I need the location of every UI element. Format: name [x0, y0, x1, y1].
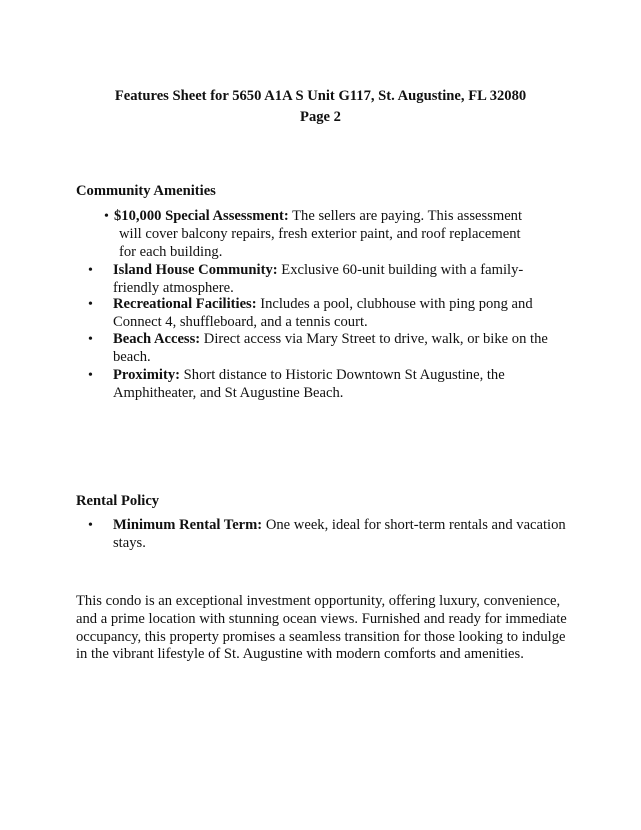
- closing-paragraph: This condo is an exceptional investment opportunity, offering luxury, convenience, and a prime location with stunning ocean views. Furnished and ready for immediate occupancy, this property promises a seamless transition for those looking to indulge in the vibrant lifestyle of St. Augustine with modern comforts and amenities.: [76, 593, 567, 663]
- bullet-icon: •: [88, 518, 93, 533]
- list-item-minimum-rental-term: [88, 517, 568, 553]
- list-item-proximity: [88, 367, 568, 403]
- page-number: Page 2: [300, 109, 341, 125]
- list-item-special-assessment: [104, 208, 564, 261]
- list-item-lead: Minimum Rental Term:: [113, 517, 263, 533]
- list-item-beach-access: [88, 331, 568, 367]
- list-item-island-house: [88, 262, 568, 298]
- list-item-body: One week, ideal for short-term rentals and vacation stays.: [113, 517, 566, 551]
- list-item-lead: Island House Community:: [113, 262, 278, 278]
- list-item-body-continued: will cover balcony repairs, fresh exterior paint, and roof replacement: [119, 225, 521, 242]
- bullet-icon: •: [104, 209, 109, 224]
- list-item-body: The sellers are paying. This assessment: [288, 208, 523, 224]
- section-heading-rental-policy: Rental Policy: [76, 493, 160, 509]
- list-item-text: [104, 208, 522, 224]
- list-item-text: [113, 331, 568, 367]
- list-item-lead: Proximity:: [113, 367, 181, 383]
- list-item-text: [113, 262, 568, 298]
- list-item-body: Direct access via Mary Street to drive, walk, or bike on the beach.: [113, 331, 548, 365]
- bullet-icon: •: [88, 297, 93, 312]
- bullet-icon: •: [88, 368, 93, 383]
- list-item-recreational-facilities: [88, 296, 568, 332]
- list-item-body: Includes a pool, clubhouse with ping pong and Connect 4, shuffleboard, and a tennis court.: [113, 296, 533, 330]
- page-title: Features Sheet for 5650 A1A S Unit G117, St. Augustine, FL 32080: [114, 88, 527, 104]
- list-item-body: Exclusive 60-unit building with a family-friendly atmosphere.: [113, 262, 524, 296]
- list-item-text: [113, 517, 568, 553]
- bullet-icon: •: [88, 263, 93, 278]
- section-heading-community-amenities: Community Amenities: [76, 183, 216, 199]
- list-item-lead: $10,000 Special Assessment:: [114, 208, 289, 224]
- list-item-text: [113, 367, 568, 403]
- list-item-lead: Beach Access:: [113, 331, 201, 347]
- list-item-text: [113, 296, 568, 332]
- list-item-lead: Recreational Facilities:: [113, 296, 257, 312]
- bullet-icon: •: [88, 332, 93, 347]
- list-item-body: Short distance to Historic Downtown St Augustine, the Amphitheater, and St Augustine Beach.: [113, 367, 505, 401]
- list-item-body-continued: for each building.: [119, 243, 223, 260]
